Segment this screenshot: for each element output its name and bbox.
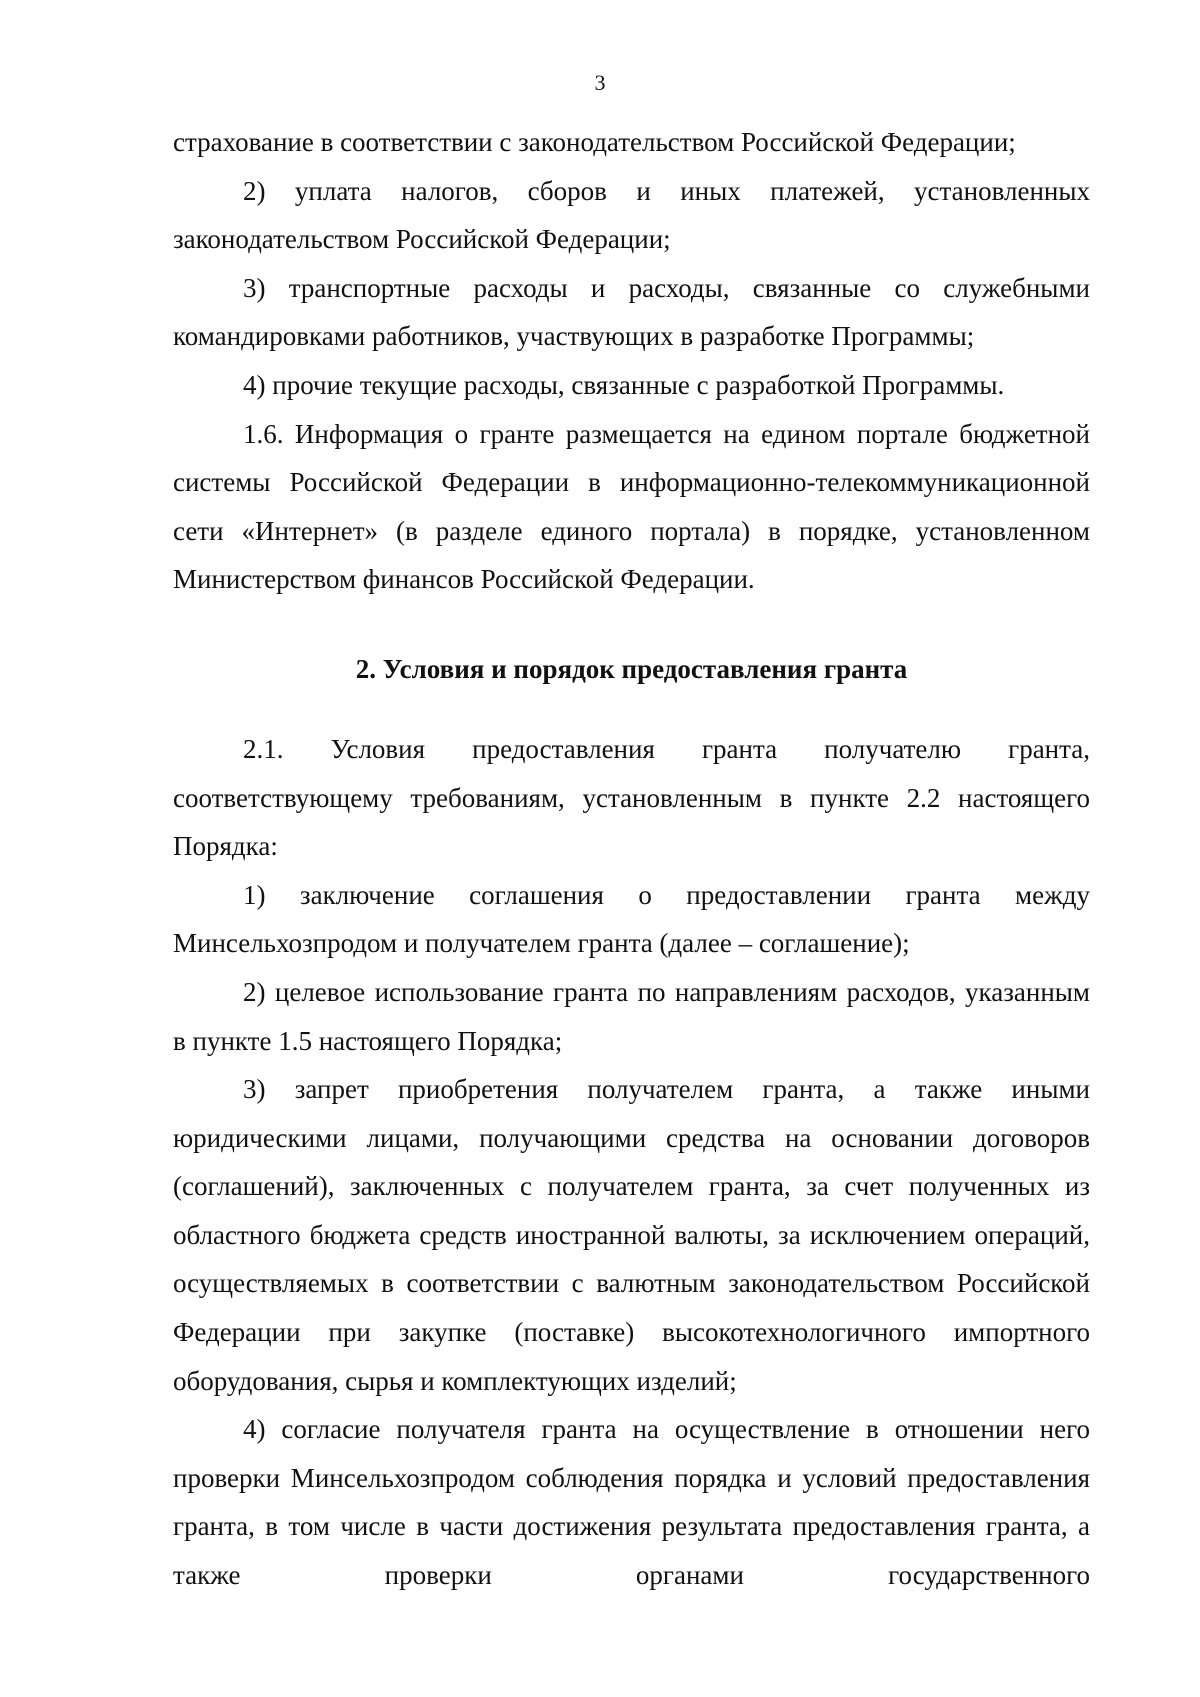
paragraph-condition-3: 3) запрет приобретения получателем гранта, а также иными юридическими лицами, получающими средства на основании договоров (соглашений), заключенных с получателем гранта, за счет полученных из областного бюджета средств иностранной валюты, за исключением операций, осуществляемых в соответствии с валютным законодательством Российской Федерации при закупке (поставке) высокотехнологичного импортного оборудования, сырья и комплектующих изделий; bbox=[173, 1074, 1090, 1396]
paragraph-item-3: 3) транспортные расходы и расходы, связанные со служебными командировками работников, участвующих в разработке Программы; bbox=[173, 272, 1090, 352]
document-body bbox=[173, 118, 1090, 1600]
paragraph-item-4: 4) прочие текущие расходы, связанные с разработкой Программы. bbox=[243, 369, 1005, 400]
section-heading: 2. Условия и порядок предоставления гранта bbox=[355, 653, 908, 684]
paragraph-condition-1: 1) заключение соглашения о предоставлении гранта между Минсельхозпродом и получателем гранта (далее – соглашение); bbox=[173, 879, 1090, 959]
paragraph-item-2: 2) уплата налогов, сборов и иных платежей, установленных законодательством Российской Федерации; bbox=[173, 175, 1090, 255]
page-number: 3 bbox=[594, 70, 606, 95]
paragraph-1-6: 1.6. Информация о гранте размещается на едином портале бюджетной системы Российской Федерации в информационно-телекоммуникационной сети «Интернет» (в разделе единого портала) в порядке, установленном Министерством финансов Российской Федерации. bbox=[173, 418, 1090, 595]
paragraph-condition-2: 2) целевое использование гранта по направлениям расходов, указанным в пункте 1.5 настоящего Порядка; bbox=[173, 976, 1090, 1056]
paragraph-continuation: страхование в соответствии с законодательством Российской Федерации; bbox=[173, 127, 1016, 157]
paragraph-2-1: 2.1. Условия предоставления гранта получателю гранта, соответствующему требованиям, установленным в пункте 2.2 настоящего Порядка: bbox=[173, 733, 1090, 862]
paragraph-condition-4: 4) согласие получателя гранта на осуществление в отношении него проверки Минсельхозпродом соблюдения порядка и условий предоставления гранта, в том числе в части достижения результата предоставления гранта, а также проверки органами государственного bbox=[173, 1414, 1090, 1591]
